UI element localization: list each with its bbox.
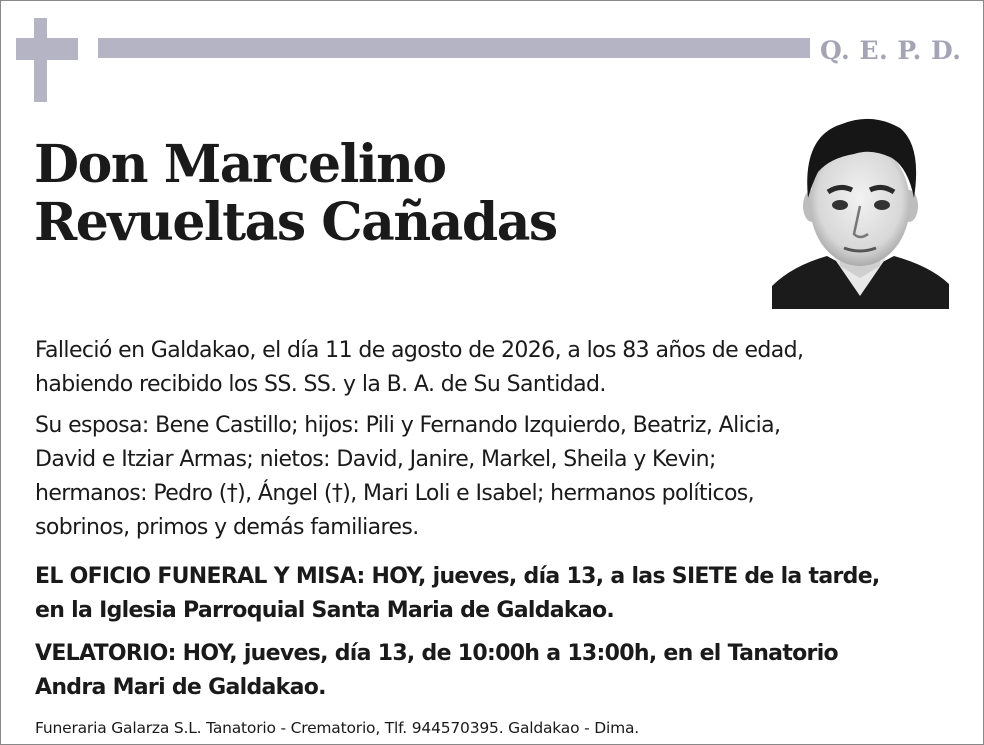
text-line: Su esposa: Bene Castillo; hijos: Pili y Fernando Izquierdo, Beatriz, Alicia, xyxy=(35,413,781,438)
header-rule xyxy=(98,38,810,58)
text-line: Andra Mari de Galdakao. xyxy=(35,675,326,700)
text-line: hermanos: Pedro (†), Ángel (†), Mari Loli e Isabel; hermanos políticos, xyxy=(35,481,755,506)
funeral-paragraph xyxy=(35,560,955,628)
text-line: VELATORIO: HOY, jueves, día 13, de 10:00h a 13:00h, en el Tanatorio xyxy=(35,641,838,666)
wake-paragraph xyxy=(35,637,955,705)
name-line-1: Don Marcelino xyxy=(34,134,446,195)
death-notice-paragraph xyxy=(35,334,955,402)
deceased-name xyxy=(34,136,557,252)
funeral-home-footer: Funeraria Galarza S.L. Tanatorio - Crematorio, Tlf. 944570395. Galdakao - Dima. xyxy=(35,719,640,737)
cross-icon-bar xyxy=(16,38,78,60)
text-line: habiendo recibido los SS. SS. y la B. A. de Su Santidad. xyxy=(35,372,606,397)
text-line: sobrinos, primos y demás familiares. xyxy=(35,515,419,540)
qepd-label: Q. E. P. D. xyxy=(820,36,962,65)
text-line: en la Iglesia Parroquial Santa Maria de Galdakao. xyxy=(35,598,615,623)
portrait-photo xyxy=(772,106,949,309)
name-line-2: Revueltas Cañadas xyxy=(34,192,557,253)
text-line: Falleció en Galdakao, el día 11 de agosto de 2026, a los 83 años de edad, xyxy=(35,338,804,363)
family-paragraph xyxy=(35,409,955,545)
cross-icon xyxy=(34,18,47,102)
text-line: David e Itziar Armas; nietos: David, Janire, Markel, Sheila y Kevin; xyxy=(35,447,716,472)
text-line: EL OFICIO FUNERAL Y MISA: HOY, jueves, día 13, a las SIETE de la tarde, xyxy=(35,564,880,589)
